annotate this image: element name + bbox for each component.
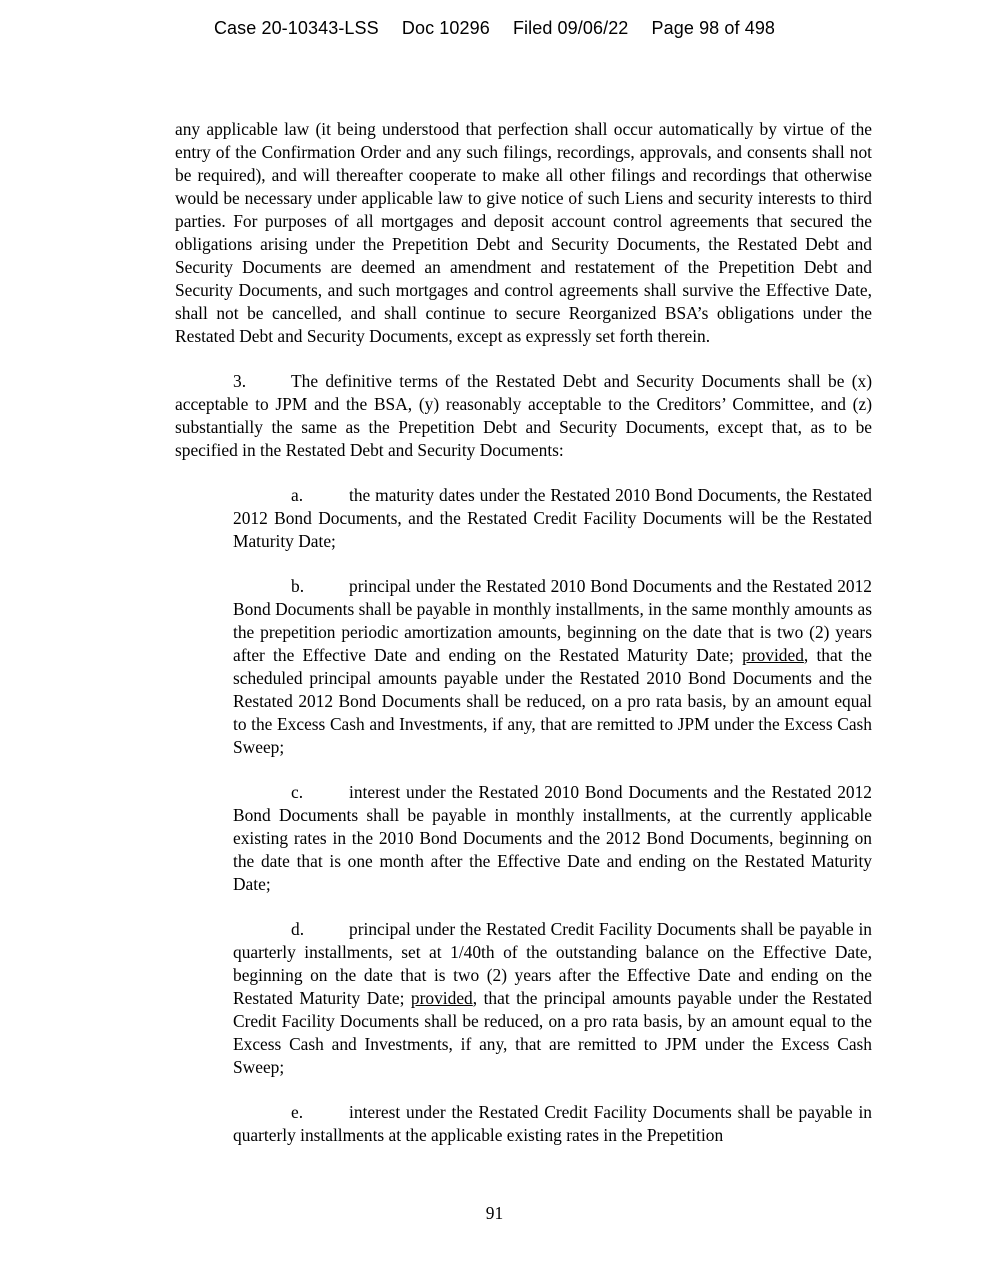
filed-date: Filed 09/06/22 — [512, 18, 629, 38]
subparagraph-c — [233, 781, 872, 896]
subparagraph-b — [233, 575, 872, 759]
continuation-paragraph — [175, 118, 872, 348]
page-number: 91 — [485, 1203, 504, 1223]
subparagraph-b-text-1: principal under the Restated 2010 Bond Documents and the Restated 2012 Bond Documents shall be payable in monthly installments, in the same monthly amounts as the prepetition periodic amortization amounts, beginning on the date that is two (2) years after the Effective Date and ending on the Restated Maturity Date; — [233, 576, 872, 665]
subparagraph-e — [233, 1101, 872, 1147]
page-of-total: Page 98 of 498 — [651, 18, 776, 38]
subparagraph-b-letter: b. — [291, 576, 305, 596]
paragraph-3 — [175, 370, 872, 462]
filing-header — [0, 18, 989, 39]
subparagraph-d — [233, 918, 872, 1079]
paragraph-3-text: The definitive terms of the Restated Debt and Security Documents shall be (x) acceptable to JPM and the BSA, (y) reasonably acceptable to the Creditors’ Committee, and (z) substantially the same as the Prepetition Debt and Security Documents, except that, as to be specified in the Restated Debt and Security Documents: — [175, 371, 872, 460]
doc-number: Doc 10296 — [401, 18, 490, 38]
subparagraph-d-letter: d. — [291, 919, 305, 939]
subparagraph-e-text: interest under the Restated Credit Facility Documents shall be payable in quarterly installments at the applicable existing rates in the Prepetition — [233, 1102, 872, 1145]
subparagraph-a — [233, 484, 872, 553]
document-body — [175, 118, 872, 1169]
subparagraph-c-letter: c. — [291, 782, 304, 802]
subparagraph-d-text-1: principal under the Restated Credit Facility Documents shall be payable in quarterly installments, set at 1/40th of the outstanding balance on the Effective Date, beginning on the date that is two (2) years after the Effective Date and ending on the Restated Maturity Date; — [233, 919, 872, 1008]
paragraph-3-number: 3. — [233, 371, 247, 391]
provided-term: provided — [410, 988, 473, 1008]
continuation-text: any applicable law (it being understood that perfection shall occur automatically by virtue of the entry of the Confirmation Order and any such filings, recordings, approvals, and consents shall not be required), and will thereafter cooperate to make all other filings and recordings that otherwise would be necessary under applicable law to give notice of such Liens and security interests to third parties. For purposes of all mortgages and deposit account control agreements that secured the obligations arising under the Prepetition Debt and Security Documents, the Restated Debt and Security Documents are deemed an amendment and restatement of the Prepetition Debt and Security Documents, and such mortgages and control agreements shall survive the Effective Date, shall not be cancelled, and shall continue to secure Reorganized BSA’s obligations under the Restated Debt and Security Documents, except as expressly set forth therein. — [175, 119, 872, 346]
case-number: Case 20-10343-LSS — [213, 18, 379, 38]
subparagraph-a-letter: a. — [291, 485, 304, 505]
subparagraph-e-letter: e. — [291, 1102, 304, 1122]
provided-term: provided — [742, 645, 804, 665]
subparagraph-d-text-2: , that the principal amounts payable under the Restated Credit Facility Documents shall be reduced, on a pro rata basis, by an amount equal to the Excess Cash and Investments, if any, that are remitted to JPM under the Excess Cash Sweep; — [233, 988, 872, 1077]
subparagraph-b-text-2: , that the scheduled principal amounts payable under the Restated 2010 Bond Documents and the Restated 2012 Bond Documents shall be reduced, on a pro rata basis, by an amount equal to the Excess Cash and Investments, if any, that are remitted to JPM under the Excess Cash Sweep; — [233, 645, 872, 757]
subparagraph-c-text: interest under the Restated 2010 Bond Documents and the Restated 2012 Bond Documents shall be payable in monthly installments, at the currently applicable existing rates in the 2010 Bond Documents and the 2012 Bond Documents, beginning on the date that is one month after the Effective Date and ending on the Restated Maturity Date; — [233, 782, 872, 894]
subparagraph-a-text: the maturity dates under the Restated 2010 Bond Documents, the Restated 2012 Bond Documents, and the Restated Credit Facility Documents will be the Restated Maturity Date; — [233, 485, 872, 551]
